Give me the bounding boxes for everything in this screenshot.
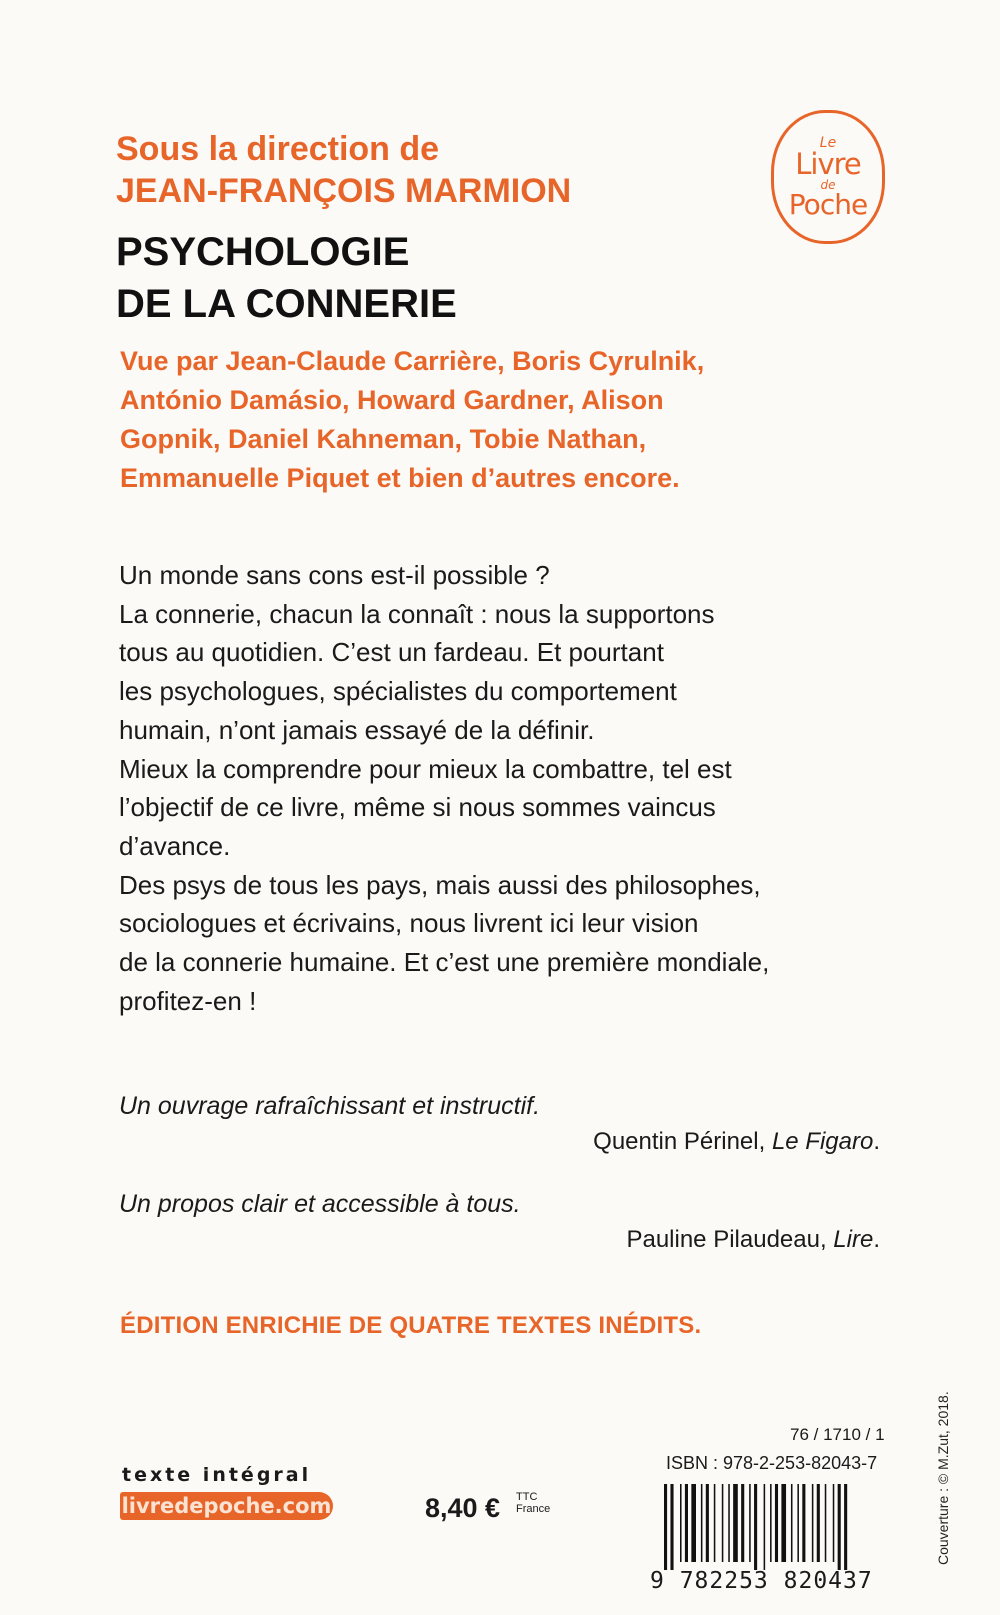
isbn: ISBN : 978-2-253-82043-7 [666, 1453, 878, 1473]
book-title [116, 226, 457, 330]
barcode-bar [722, 1484, 724, 1562]
blurb-line: sociologues et écrivains, nous livrent ici leur vision [119, 908, 699, 939]
contributors-line: Emmanuelle Piquet et bien d’autres encore. [120, 463, 680, 493]
quote-end: . [873, 1226, 880, 1253]
quote-publication: Le Figaro [771, 1128, 874, 1155]
barcode-bar [680, 1484, 682, 1562]
barcode-bar [664, 1484, 667, 1570]
logo-livre: Livre [795, 146, 861, 181]
cover-credit: Couverture : © M.Zut, 2018. [935, 1391, 951, 1565]
price-note [516, 1491, 550, 1515]
blurb-line: de la connerie humaine. Et c’est une première mondiale, [119, 947, 770, 978]
blurb [119, 556, 829, 1020]
contributors [120, 342, 820, 498]
barcode-bar [701, 1484, 703, 1562]
barcode-bar [817, 1484, 820, 1562]
quote-author: Pauline Pilaudeau, [626, 1226, 834, 1253]
texte-integral-label: texte intégral [122, 1464, 312, 1486]
blurb-line: Mieux la comprendre pour mieux la combattre, tel est [119, 753, 732, 784]
barcode-bar [749, 1484, 751, 1562]
barcode-bar [797, 1484, 799, 1562]
quote-publication: Lire [833, 1226, 874, 1253]
contributors-line: António Damásio, Howard Gardner, Alison [120, 385, 664, 415]
barcode-bar [733, 1484, 738, 1562]
blurb-line: La connerie, chacun la connaît : nous la supportons [119, 598, 715, 629]
edition-note: ÉDITION ENRICHIE DE QUATRE TEXTES INÉDITS. [120, 1312, 702, 1339]
blurb-line: Un monde sans cons est-il possible ? [119, 560, 550, 590]
blurb-line: humain, n’ont jamais essayé de la définir. [119, 714, 595, 745]
title-line-2: DE LA CONNERIE [116, 282, 457, 326]
barcode-bar [833, 1484, 835, 1562]
barcode-bar [706, 1484, 709, 1562]
blurb-line: l’objectif de ce livre, même si nous sommes vaincus [119, 792, 716, 823]
blurb-line: les psychologues, spécialistes du comportement [119, 676, 677, 707]
price-note-ttc: TTC [516, 1491, 538, 1503]
barcode-bar [802, 1484, 805, 1562]
logo-le: Le [819, 134, 837, 151]
quote-attribution [120, 1226, 880, 1254]
blurb-line: profitez-en ! [119, 985, 257, 1016]
editor-credit [116, 128, 571, 212]
quote-end: . [873, 1128, 880, 1155]
barcode-bar [714, 1484, 716, 1562]
barcode-bar [691, 1484, 696, 1562]
contributors-line: Vue par Jean-Claude Carrière, Boris Cyrulnik, [120, 346, 705, 376]
price: 8,40 € [425, 1493, 501, 1523]
logo-de: de [820, 177, 836, 192]
editor-name: JEAN-FRANÇOIS MARMION [116, 172, 572, 210]
website-link[interactable]: livredepoche.com [121, 1494, 332, 1518]
blurb-line: tous au quotidien. C’est un fardeau. Et pourtant [119, 637, 664, 668]
barcode-bar [741, 1484, 744, 1562]
barcode-bar [670, 1484, 673, 1570]
barcode-bar [775, 1484, 778, 1562]
direction-line: Sous la direction de [116, 130, 440, 168]
blurb-line: Des psys de tous les pays, mais aussi des philosophes, [119, 869, 761, 900]
livre-de-poche-logo [771, 110, 885, 244]
barcode-bar [812, 1484, 814, 1562]
logo-poche: Poche [788, 187, 868, 221]
barcode-bar [685, 1484, 688, 1562]
barcode-bar [770, 1484, 772, 1562]
barcode-digits: 9 782253 820437 [650, 1568, 873, 1594]
barcode-bar [764, 1484, 766, 1570]
contributors-line: Gopnik, Daniel Kahneman, Tobie Nathan, [120, 424, 647, 454]
blurb-line: d’avance. [119, 830, 231, 861]
barcode-bar [754, 1484, 757, 1570]
title-line-1: PSYCHOLOGIE [116, 230, 410, 274]
barcode-bar [791, 1484, 793, 1562]
press-quote: Un ouvrage rafraîchissant et instructif. [119, 1092, 541, 1120]
price-note-france: France [516, 1503, 551, 1515]
barcode-bar [844, 1484, 847, 1570]
barcode [662, 1484, 884, 1570]
barcode-bar [728, 1484, 730, 1562]
catalog-code: 76 / 1710 / 1 [790, 1425, 885, 1444]
quote-attribution [120, 1128, 880, 1156]
barcode-bar [838, 1484, 841, 1570]
barcode-bar [825, 1484, 827, 1562]
quote-author: Quentin Périnel, [593, 1128, 772, 1155]
barcode-bar [781, 1484, 786, 1562]
press-quote: Un propos clair et accessible à tous. [119, 1190, 521, 1218]
